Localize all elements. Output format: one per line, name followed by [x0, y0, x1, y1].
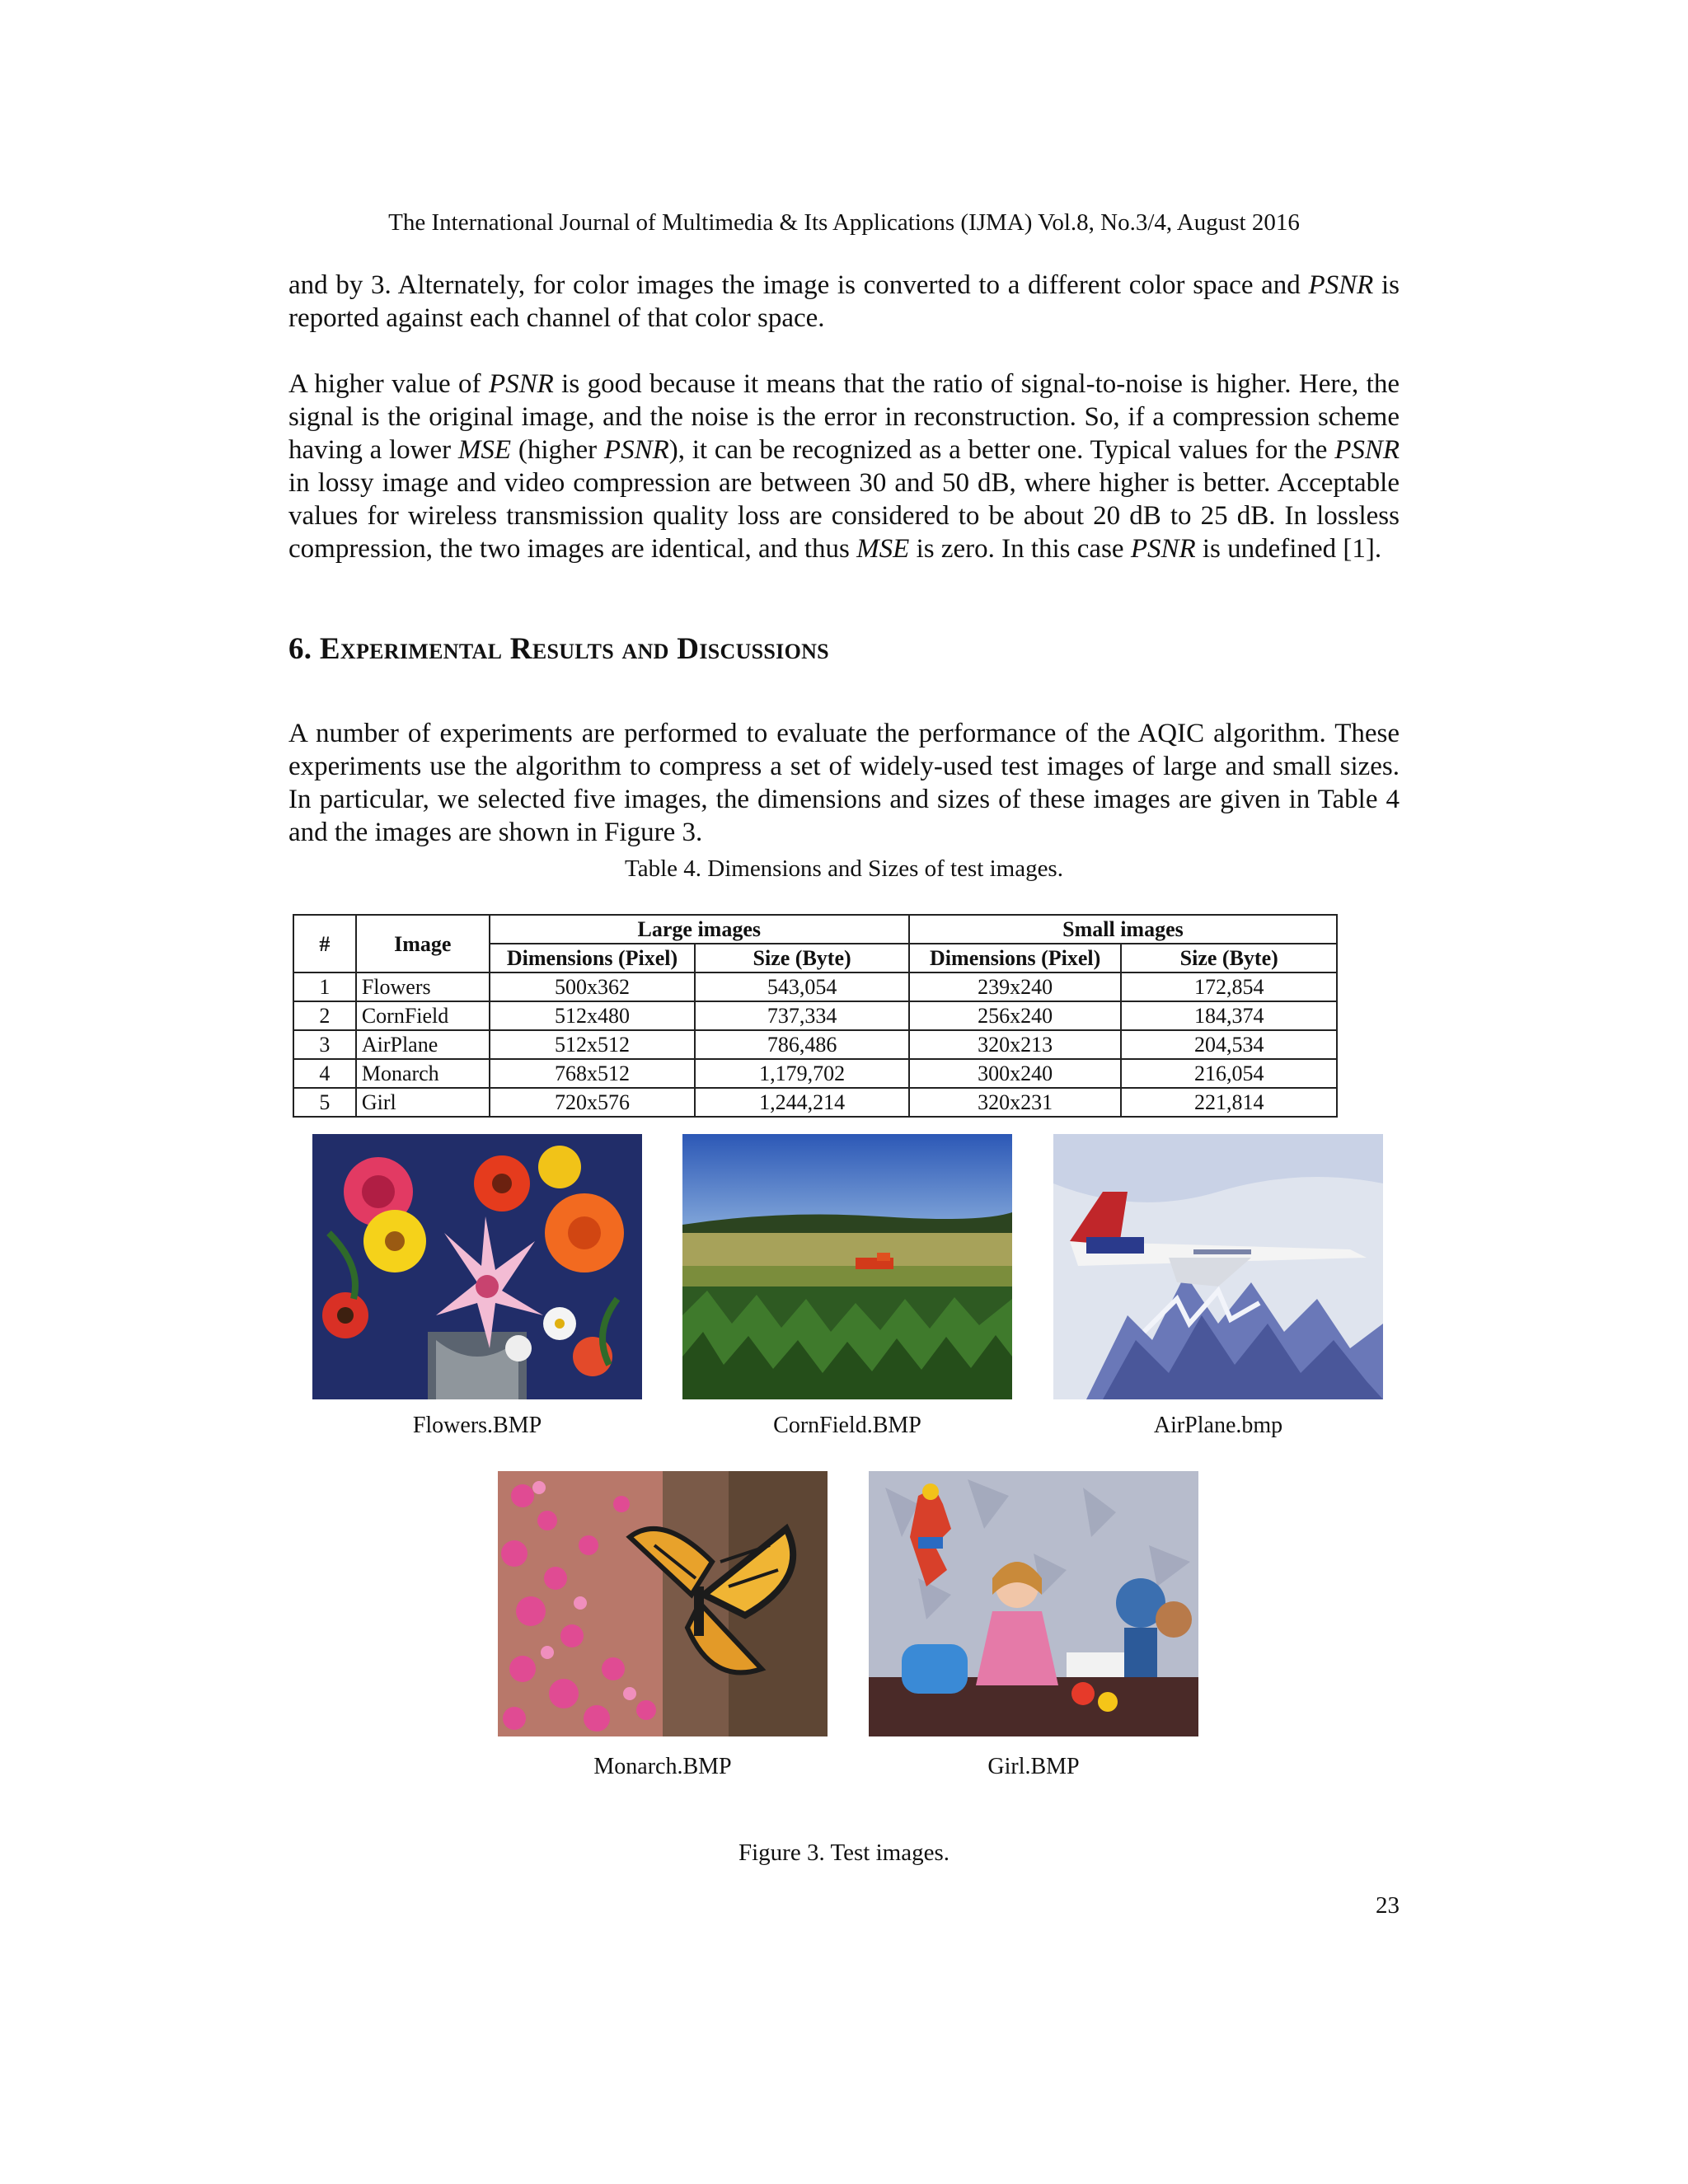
term-psnr: PSNR — [1130, 534, 1196, 564]
table-row — [293, 1001, 1337, 1030]
group-header-large: Large images — [490, 915, 909, 944]
cell-num: 5 — [293, 1088, 356, 1117]
table-row — [293, 972, 1337, 1001]
cell-num: 2 — [293, 1001, 356, 1030]
cell-small-dim: 320x213 — [909, 1030, 1122, 1059]
cell-num: 1 — [293, 972, 356, 1001]
flowers-illustration — [312, 1134, 642, 1399]
airplane-caption: AirPlane.bmp — [1153, 1413, 1283, 1438]
cell-image: AirPlane — [356, 1030, 490, 1059]
cell-large-dim: 512x480 — [490, 1001, 696, 1030]
cell-large-dim: 500x362 — [490, 972, 696, 1001]
flowers-caption: Flowers.BMP — [412, 1413, 542, 1438]
body-paragraph-2 — [288, 368, 1400, 565]
page-number: 23 — [1376, 1892, 1400, 1919]
term-psnr: PSNR — [1308, 270, 1374, 300]
text-span: (higher — [511, 435, 604, 465]
figure-caption: Figure 3. Test images. — [738, 1840, 950, 1866]
cell-image: CornField — [356, 1001, 490, 1030]
airplane-image — [1053, 1134, 1383, 1399]
text-span: ), it can be recognized as a better one. Typical values for the — [668, 435, 1335, 465]
cell-large-size: 737,334 — [695, 1001, 909, 1030]
body-paragraph-3 — [288, 717, 1400, 849]
cell-large-dim: 768x512 — [490, 1059, 696, 1088]
girl-caption: Girl.BMP — [987, 1754, 1080, 1779]
group-header-small: Small images — [909, 915, 1337, 944]
cell-large-size: 1,179,702 — [695, 1059, 909, 1088]
cell-image: Girl — [356, 1088, 490, 1117]
flowers-image — [312, 1134, 642, 1399]
table-row — [293, 1088, 1337, 1117]
text-span: is undefined [1]. — [1195, 534, 1382, 564]
table-row — [293, 1030, 1337, 1059]
text-span: is reported against each channel of that color space. — [288, 270, 1400, 333]
cornfield-caption: CornField.BMP — [773, 1413, 921, 1438]
col-header-large-size: Size (Byte) — [695, 944, 909, 972]
cell-small-dim: 239x240 — [909, 972, 1122, 1001]
cell-small-dim: 300x240 — [909, 1059, 1122, 1088]
running-head: The International Journal of Multimedia & Its Applications (IJMA) Vol.8, No.3/4, August 2016 — [388, 209, 1300, 236]
girl-image — [869, 1471, 1198, 1736]
text-span: in lossy image and video compression are between 30 and 50 dB, where higher is better. Acceptable values for wireless transmission quality loss are considered to be about 20 dB to 25 dB. In lossless compression, the two images are identical, and thus — [288, 468, 1400, 564]
term-psnr: PSNR — [1334, 435, 1400, 465]
cell-large-dim: 512x512 — [490, 1030, 696, 1059]
cell-image: Monarch — [356, 1059, 490, 1088]
cell-num: 4 — [293, 1059, 356, 1088]
term-psnr: PSNR — [488, 369, 554, 399]
text-span: and by 3. Alternately, for color images the image is converted to a different color space and — [288, 270, 1309, 300]
col-header-image: Image — [356, 915, 490, 972]
term-mse: MSE — [856, 534, 910, 564]
monarch-image — [498, 1471, 828, 1736]
cell-small-size: 216,054 — [1121, 1059, 1337, 1088]
col-header-num: # — [293, 915, 356, 972]
cell-large-dim: 720x576 — [490, 1088, 696, 1117]
monarch-caption: Monarch.BMP — [593, 1754, 732, 1779]
cornfield-image — [682, 1134, 1012, 1399]
cell-large-size: 786,486 — [695, 1030, 909, 1059]
cell-small-size: 184,374 — [1121, 1001, 1337, 1030]
test-images-table — [293, 914, 1338, 1118]
term-psnr: PSNR — [603, 435, 669, 465]
section-heading: 6. Experimental Results and Discussions — [288, 632, 829, 666]
cell-small-dim: 320x231 — [909, 1088, 1122, 1117]
text-span: is zero. In this case — [909, 534, 1131, 564]
table-header-row — [293, 915, 1337, 944]
cell-small-dim: 256x240 — [909, 1001, 1122, 1030]
table-caption: Table 4. Dimensions and Sizes of test images. — [625, 855, 1063, 882]
text-span: is good because it means that the ratio of signal-to-noise is higher. Here, the signal is the original image, and the noise is the error in reconstruction. So, if a compression scheme having a lower — [288, 369, 1400, 465]
cell-small-size: 204,534 — [1121, 1030, 1337, 1059]
col-header-small-size: Size (Byte) — [1121, 944, 1337, 972]
girl-illustration — [869, 1471, 1198, 1736]
cornfield-illustration — [682, 1134, 1012, 1399]
text-span: A higher value of — [288, 369, 489, 399]
body-paragraph-1 — [288, 269, 1400, 335]
airplane-illustration — [1053, 1134, 1383, 1399]
cell-small-size: 221,814 — [1121, 1088, 1337, 1117]
monarch-illustration — [498, 1471, 828, 1736]
cell-num: 3 — [293, 1030, 356, 1059]
paragraph-text: A number of experiments are performed to evaluate the performance of the AQIC algorithm. These experiments use the algorithm to compress a set of widely-used test images of large and small sizes. In particular, we selected five images, the dimensions and sizes of these images are given in Table 4 and the images are shown in Figure 3. — [288, 719, 1400, 847]
term-mse: MSE — [457, 435, 512, 465]
col-header-large-dimensions: Dimensions (Pixel) — [490, 944, 696, 972]
col-header-small-dimensions: Dimensions (Pixel) — [909, 944, 1122, 972]
cell-small-size: 172,854 — [1121, 972, 1337, 1001]
cell-large-size: 1,244,214 — [695, 1088, 909, 1117]
cell-large-size: 543,054 — [695, 972, 909, 1001]
cell-image: Flowers — [356, 972, 490, 1001]
table-row — [293, 1059, 1337, 1088]
